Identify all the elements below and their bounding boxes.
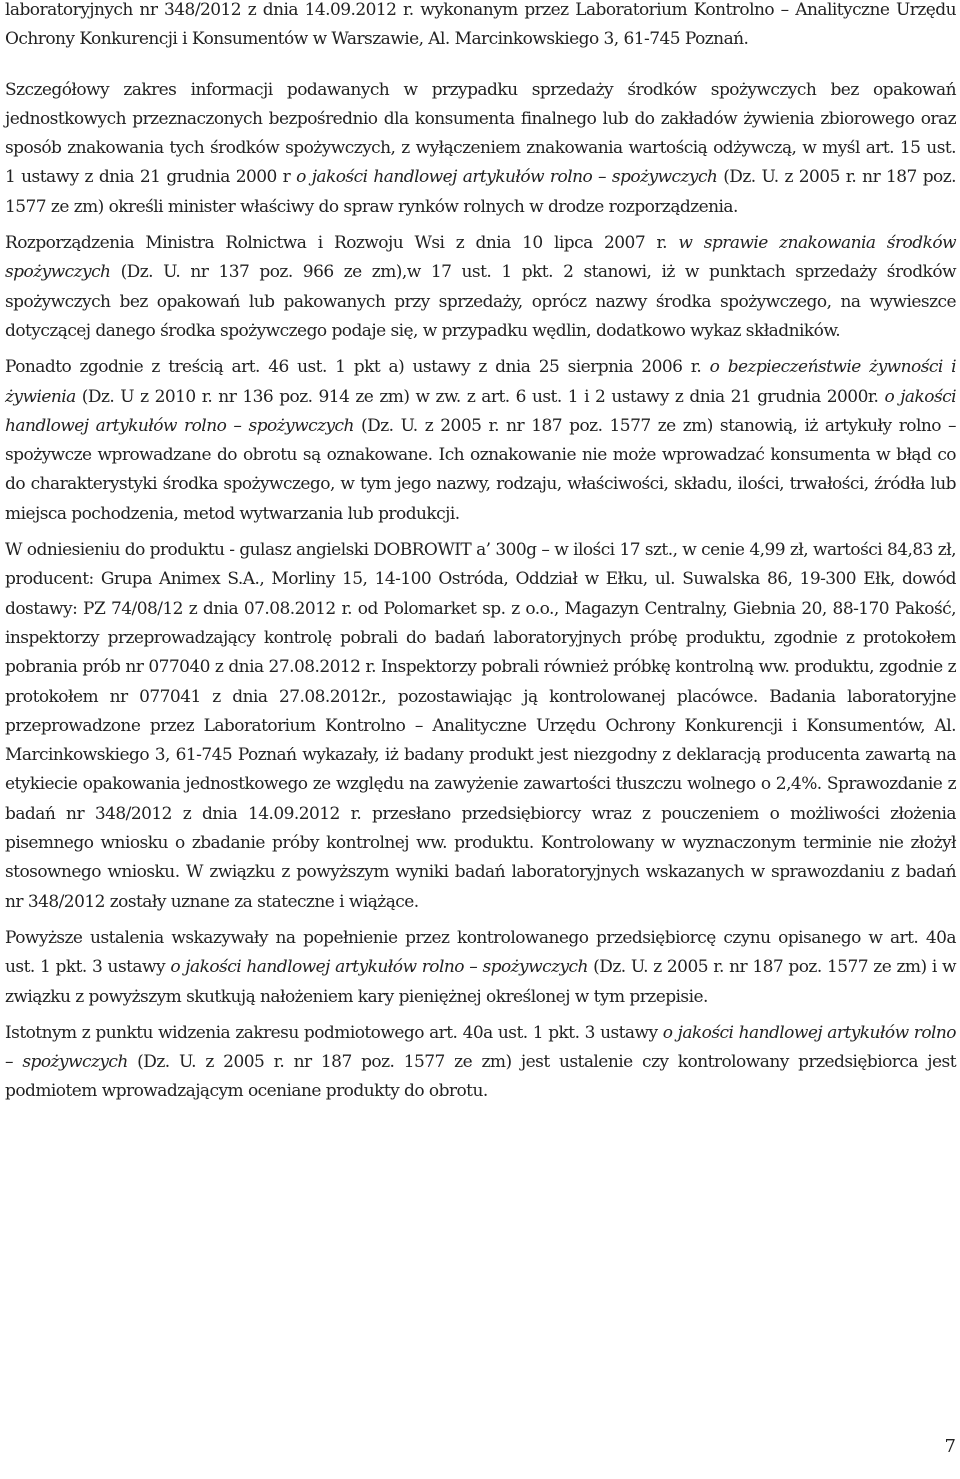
text-run: (Dz. U. nr 137 poz. 966 ze zm),w 17 ust. 1 pkt. 2 stanowi, iż w punktach sprzedaży środków spożywczych bez opakowań lub pakowanych przy sprzedaży, oprócz nazwy środka spożywczego, na wywieszce dotyczącej danego środka spożywczego podaje się, w przypadku wędlin, dodatkowo wykaz składników.	[5, 262, 956, 341]
text-run: Szczegółowy zakres informacji podawanych w przypadku sprzedaży środków spożywczych bez opakowań jednostkowych przeznaczonych bezpośrednio dla konsumenta finalnego lub do zakładów żywienia zbiorowego oraz sposób znakowania tych środków spożywczych, z wyłączeniem znakowania wartością odżywczą, w myśl art. 15 ust. 1 ustawy z dnia 21 grudnia 2000 r	[5, 79, 956, 188]
paragraph-subjective-scope	[5, 1019, 956, 1107]
paragraph-product-findings	[5, 536, 956, 917]
text-run: (Dz. U. z 2005 r. nr 187 poz. 1577 ze zm) stanowią, iż artykuły rolno – spożywcze wprowadzane do obrotu są oznakowane. Ich oznakowanie nie może wprowadzać konsumenta w błąd co do charakterystyki środka spożywczego, w tym jego nazwy, rodzaju, właściwości, składu, ilości, trwałości, źródła lub miejsca pochodzenia, metod wytwarzania lub produkcji.	[5, 415, 956, 524]
text-run: Istotnym z punktu widzenia zakresu podmiotowego art. 40a ust. 1 pkt. 3 ustawy	[5, 1022, 663, 1043]
paragraph-food-safety-act	[5, 353, 956, 529]
italic-act-title: o jakości handlowej artykułów rolno – spożywczych	[5, 1022, 956, 1073]
italic-act-title: o jakości handlowej artykułów rolno – spożywczych	[170, 957, 588, 978]
paragraph-lab-report-continuation	[5, 0, 956, 55]
text-run: Powyższe ustalenia wskazywały na popełnienie przez kontrolowanego przedsiębiorcę czynu opisanego w art. 40a ust. 1 pkt. 3 ustawy	[5, 927, 956, 978]
text-run: (Dz. U. z 2005 r. nr 187 poz. 1577 ze zm) i w związku z powyższym skutkują nałożeniem kary pieniężnej określonej w tym przepisie.	[5, 957, 956, 1007]
text-run: W odniesieniu do produktu - gulasz angielski DOBROWIT a’ 300g – w ilości 17 szt., w cenie 4,99 zł, wartości 84,83 zł, producent: Grupa Animex S.A., Morliny 15, 14-100 Ostróda, Oddział w Ełku, ul. Suwalska 86, 19-300 Ełk, dowód dostawy: PZ 74/08/12 z dnia 07.08.2012 r. od Polomarket sp. z o.o., Magazyn Centralny, Giebnia 20, 88-170 Pakość, inspektorzy przeprowadzający kontrolę pobrali do badań laboratoryjnych próbę produktu, zgodnie z protokołem pobrania prób nr 077040 z dnia 27.08.2012 r. Inspektorzy pobrali również próbkę kontrolną ww. produktu, zgodnie z protokołem nr 077041 z dnia 27.08.2012r., pozostawiając ją kontrolowanej placówce. Badania laboratoryjne przeprowadzone przez Laboratorium Kontrolno – Analityczne Urzędu Ochrony Konkurencji i Konsumentów, Al. Marcinkowskiego 3, 61-745 Poznań wykazały, iż badany produkt jest niezgodny z deklaracją producenta zawartą na etykiecie opakowania jednostkowego ze względu na zawyżenie zawartości tłuszczu wolnego o 2,4%. Sprawozdanie z badań nr 348/2012 z dnia 14.09.2012 r. przesłano przedsiębiorcy wraz z pouczeniem o możliwości złożenia pisemnego wniosku o zbadanie próby kontrolnej ww. produktu. Kontrolowany w wyznaczonym terminie nie złożył stosownego wniosku. W związku z powyższym wyniki badań laboratoryjnych wskazanych w sprawozdaniu z badań nr 348/2012 zostały uznane za stateczne i wiążące.	[5, 540, 956, 912]
paragraph-information-scope	[5, 76, 956, 222]
paragraph-regulation-ministry	[5, 229, 956, 346]
italic-act-title: o jakości handlowej artykułów rolno – spożywczych	[296, 167, 718, 188]
italic-act-title: o jakości handlowej artykułów rolno – spożywczych	[5, 386, 956, 436]
text-run: Ponadto zgodnie z treścią art. 46 ust. 1 pkt a) ustawy z dnia 25 sierpnia 2006 r.	[5, 357, 710, 378]
text-run: (Dz. U z 2010 r. nr 136 poz. 914 ze zm) w zw. z art. 6 ust. 1 i 2 ustawy z dnia 21 grudnia 2000r.	[75, 386, 885, 407]
italic-act-title: w sprawie znakowania środków spożywczych	[5, 233, 957, 283]
text-run: Rozporządzenia Ministra Rolnictwa i Rozwoju Wsi z dnia 10 lipca 2007 r.	[5, 233, 679, 254]
text-run: (Dz. U. z 2005 r. nr 187 poz. 1577 ze zm) jest ustalenie czy kontrolowany przedsiębiorca jest podmiotem wprowadzającym oceniane produkty do obrotu.	[5, 1052, 956, 1102]
text-run: (Dz. U. z 2005 r. nr 187 poz. 1577 ze zm) określi minister właściwy do spraw rynków rolnych w drodze rozporządzenia.	[5, 167, 956, 217]
italic-act-title: o bezpieczeństwie żywności i żywienia	[5, 357, 956, 407]
page-number: 7	[944, 1436, 956, 1457]
text-run: laboratoryjnych nr 348/2012 z dnia 14.09.2012 r. wykonanym przez Laboratorium Kontrolno – Analityczne Urzędu Ochrony Konkurencji i Konsumentów w Warszawie, Al. Marcinkowskiego 3, 61-745 Poznań.	[5, 0, 956, 50]
paragraph-findings-conclusion	[5, 924, 956, 1012]
